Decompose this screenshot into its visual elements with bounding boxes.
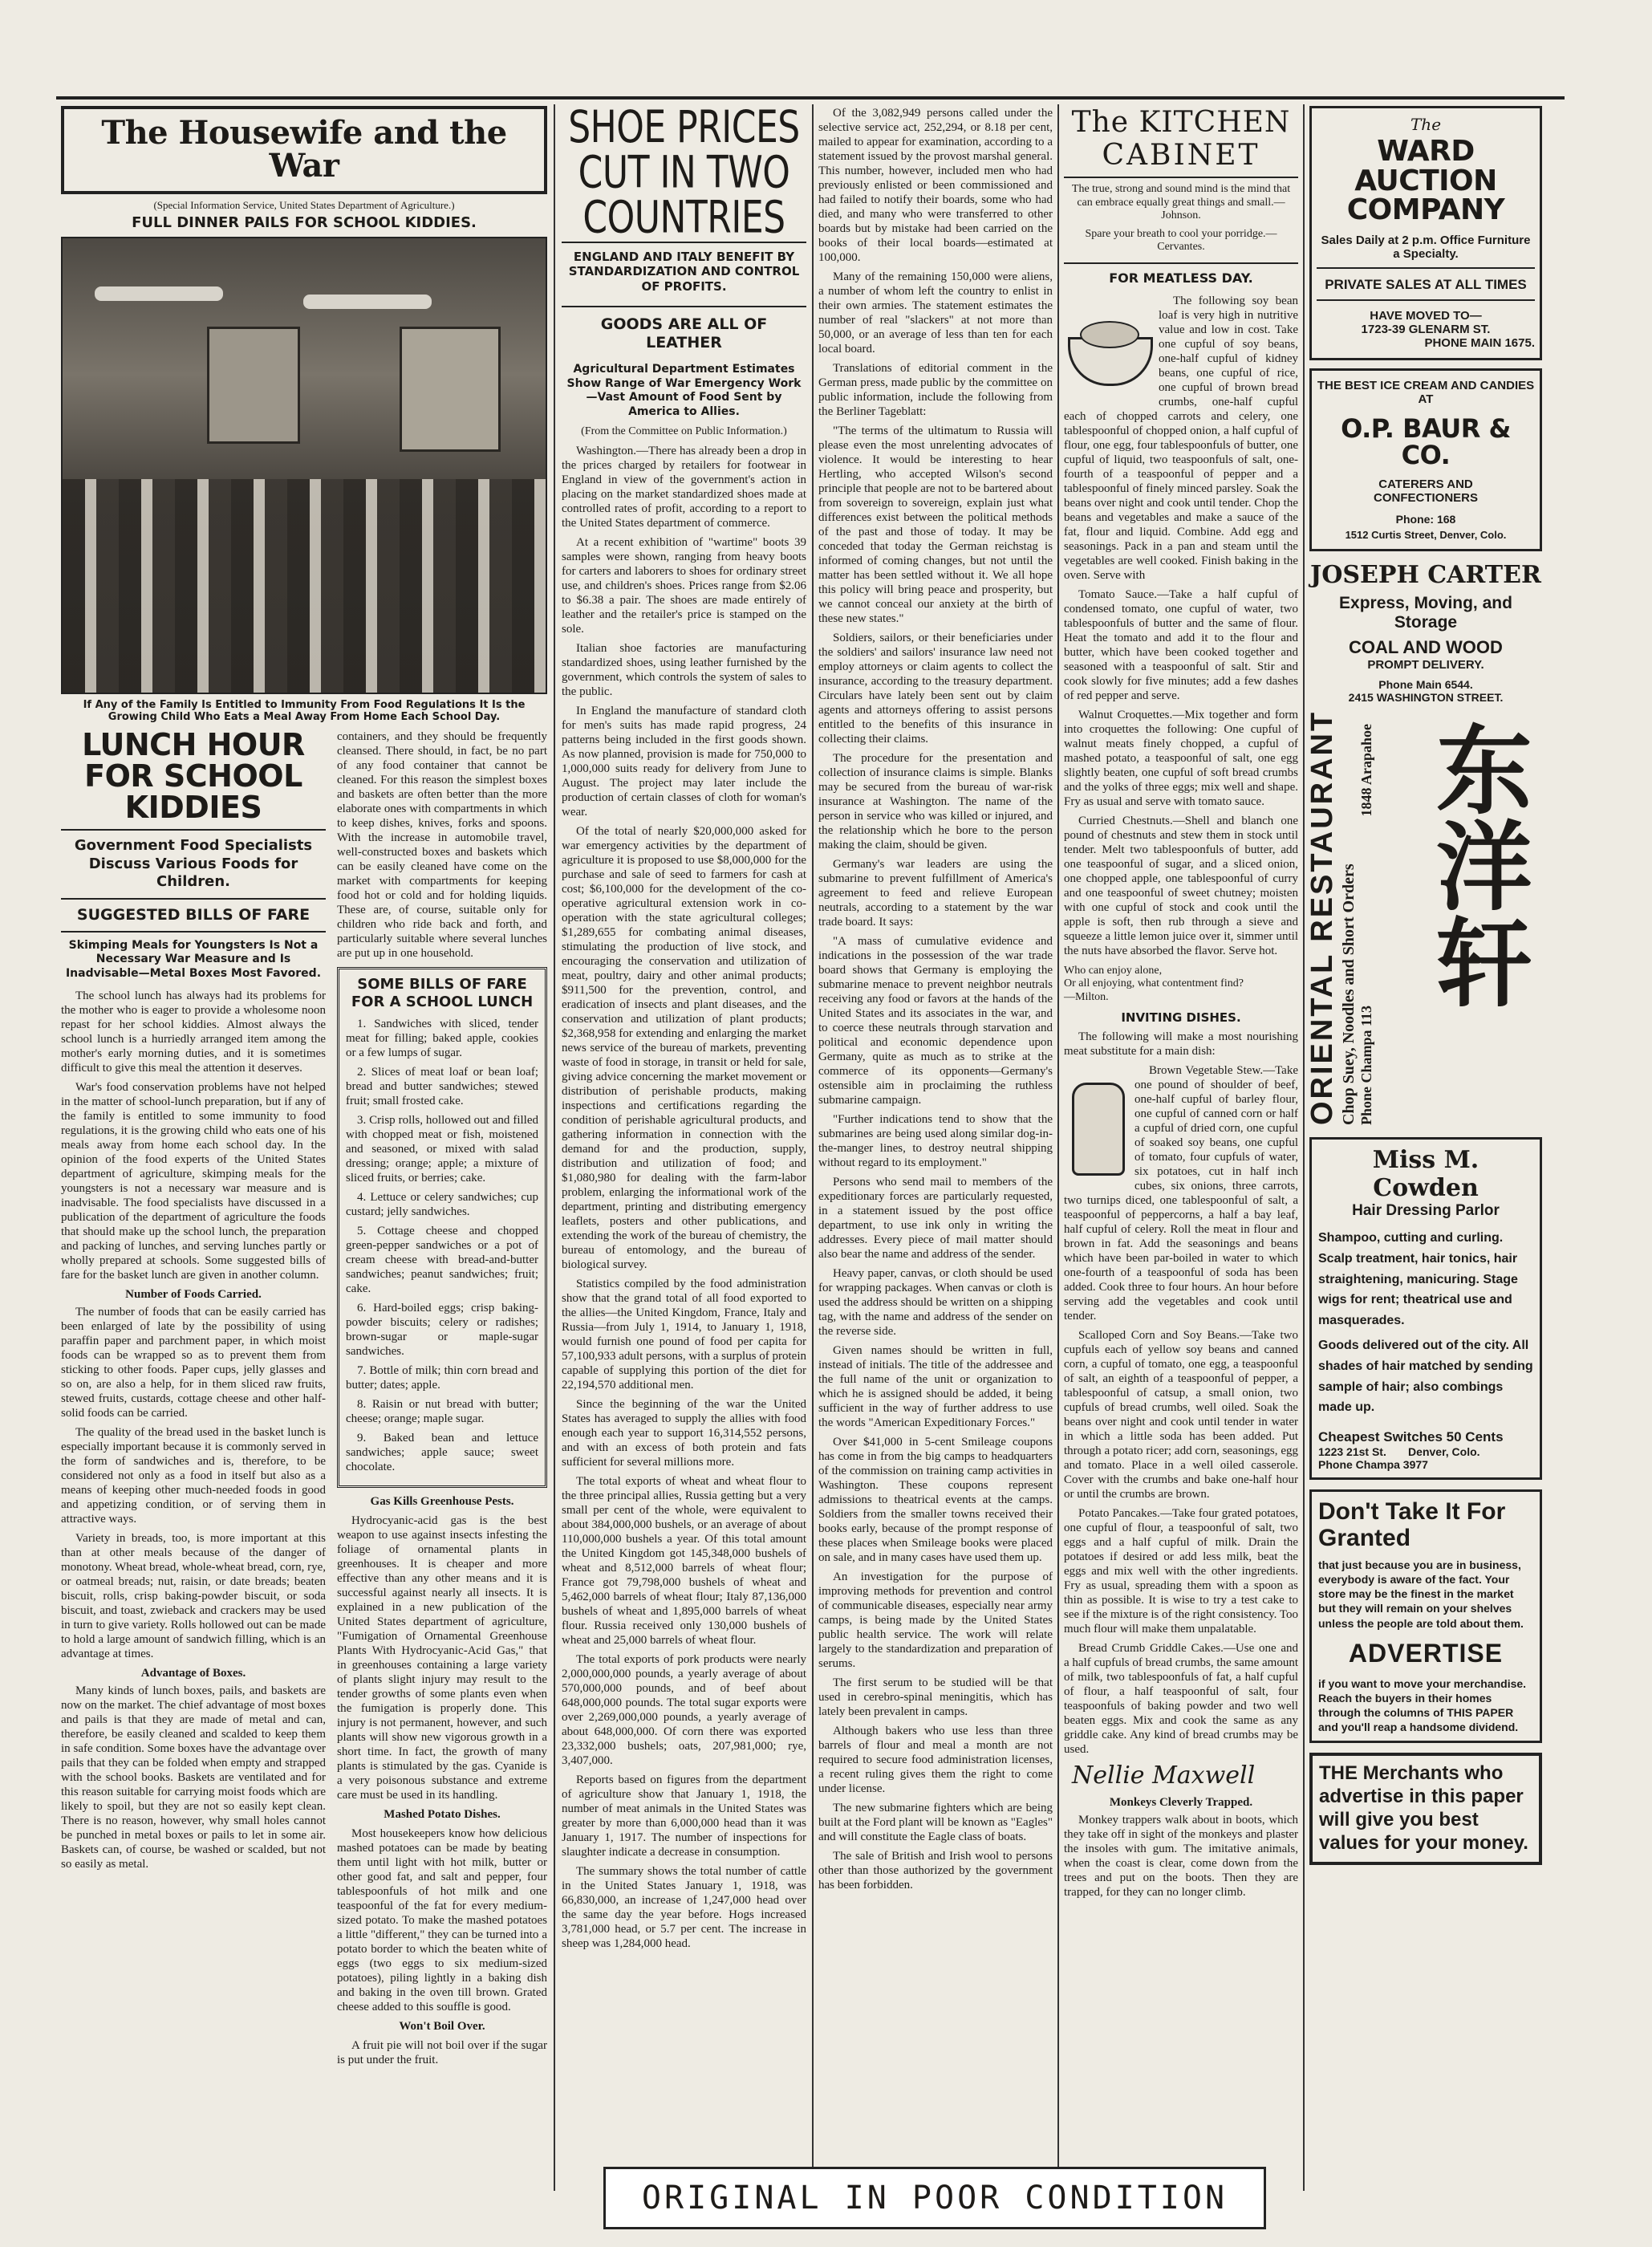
bills-head: SUGGESTED BILLS OF FARE <box>61 906 326 933</box>
paragraph: Heavy paper, canvas, or cloth should be used for wrapping packages. When canvas or cloth is used the address should be written on a shipping tag, with the name and address of the sender on the reverse side. <box>818 1267 1053 1338</box>
carter-line1: Express, Moving, and Storage <box>1339 594 1512 632</box>
paragraph: The new submarine fighters which are being built at the Ford plant will be known as "Eagles" and will constitute the Eagle class of boats. <box>818 1802 1053 1843</box>
ward-the: The <box>1410 115 1442 134</box>
oriental-phone: Phone Champa 113 <box>1358 1006 1374 1126</box>
carter-name: JOSEPH CARTER <box>1310 561 1541 590</box>
source-line: (From the Committee on Public Information.) <box>581 425 787 438</box>
bill-item: 7. Bottle of milk; thin corn bread and butter; dates; apple. <box>346 1364 538 1392</box>
children-at-tables <box>63 479 546 693</box>
ward-auction-ad <box>1309 106 1542 360</box>
kitchen-quote-2: Spare your breath to cool your porridge.—Cervantes. <box>1085 227 1277 254</box>
cowden-phone: Phone Champa 3977 <box>1318 1457 1428 1471</box>
photo-caption: If Any of the Family Is Entitled to Immunity From Food Regulations It Is the Growing Child Who Eats a Meal Away From Home Each School Day. <box>83 698 526 723</box>
kitchen-quote: The true, strong and sound mind is the mind that can embrace equally great things and small.—Johnson. <box>1071 183 1291 222</box>
paragraph: The following will make a most nourishing meat substitute for a main dish: <box>1064 1030 1298 1058</box>
kitchen-body <box>1064 294 1298 1900</box>
section-head: Number of Foods Carried. <box>125 1288 262 1302</box>
paragraph: Of the 3,082,949 persons called under the selective service act, 252,294, or 8.18 per cent, mailed to appear for examination, according to a statement issued by the provost marshal general. This number, however, included men who had previously enlisted or been commissioned and had failed to notify their boards, some who had died, and many who were transferred to other boards but by mistake had been carried on the books of their local boards—estimated at 100,000. <box>818 107 1053 264</box>
bill-item: 4. Lettuce or celery sandwiches; cup custard; jelly sandwiches. <box>346 1191 538 1219</box>
granted-ad <box>1309 1489 1542 1744</box>
shoe-deck-2: GOODS ARE ALL OF LEATHER <box>562 306 806 352</box>
paragraph: "The terms of the ultimatum to Russia will please even the most unrelenting advocates of violence. It would be interesting to hear Hertling, who accepted Wilson's second principle that people are not to be bartered about from sovereign to sovereign, explain just what differences exist between the political methods of the past and those of today. It may be conceded that today the German reichstag is informed of coming changes, but not until the matter has been settled without it. We all hope this policy will bring peace and prosperity, but we cannot conceal our anxiety at the birth of these new states." <box>818 425 1053 625</box>
paragraph: Bread Crumb Griddle Cakes.—Use one and a half cupfuls of bread crumbs, the same amount of milk, two tablespoonfuls of fat, a half cupful of flour, a half teaspoonful of salt, four teaspoonfuls of baking powder and two well beaten eggs. Mix and cook the same as any griddle cake. Any kind of bread crumbs may be used. <box>1064 1642 1298 1757</box>
carter-coal: COAL AND WOOD <box>1349 637 1503 658</box>
housewife-title-box <box>61 106 547 194</box>
paragraph: Monkey trappers walk about in boots, which they take off in sight of the monkeys and plaster the insoles with gum. The imitative animals, when the coast is clear, come down from the trees and put on the boots. Then they are trapped, for they can no longer climb. <box>1064 1814 1298 1900</box>
paragraph: Brown Vegetable Stew.—Take one pound of shoulder of beef, one-half cupful of barley flour, one cupful of canned corn or half a cupful of dried corn, one cupful of soaked soy beans, one cupful of tomato, four cupfuls of water, six potatoes, cut in half inch cubes, six onions, three carrots, two turnips diced, one tablespoonful of salt, a teaspoonful of peppercorns, a half a bay leaf, half cupful of celery. Roll the meat in flour and brown in fat. Add the seasonings and beans which have been par-boiled in water to which one-fourth of a teaspoonful of soda has been added. Cook three to four hours. An hour before serving add the vegetables and cook until tender. <box>1064 1064 1298 1323</box>
paragraph: The total exports of wheat and wheat flour to the three principal allies, Russia getting but a very small per cent of the whole, were equivalent to about 384,000,000 bushels, or an average of about 110,000,000 bushels a year. Of this total amount the United Kingdom got 145,348,000 bushels of wheat and 8,512,000 barrels of wheat flour; France got 79,798,000 bushels of wheat and 5,462,000 barrels of wheat flour; Italy 87,136,000 bushels of wheat and 1,895,000 barrels of wheat flour. Russia received only 130,000 bushels of wheat and 25,000 barrels of wheat flour. <box>562 1474 806 1647</box>
paragraph: Germany's war leaders are using the submarine to prevent fulfillment of America's agreement to feed and relieve European neutrals, according to a statement by the war trade board. It says: <box>818 858 1053 928</box>
ceiling-lamp <box>303 295 432 309</box>
shoe-title: SHOE PRICES CUT IN TWO COUNTRIES <box>568 102 800 243</box>
paragraph: The total exports of pork products were nearly 2,000,000,000 pounds, a yearly average of about 570,000,000 pounds, and of beef about 648,000,000 pounds. The total sugar exports were over 2,269,000,000 pounds, a yearly average of about 648,000,000. Of corn there was exported 23,332,000 bushels; oats, 207,981,000; rye, 3,407,000. <box>562 1652 806 1767</box>
ceiling-lamp <box>95 286 223 301</box>
kitchen-masthead <box>1064 106 1298 178</box>
carter-ad <box>1309 561 1542 704</box>
paragraph: Over $41,000 in 5-cent Smileage coupons has come in from the big camps to headquarters of the commission on training camp activities in Washington. These coupons represent admissions to theatrical events at the camps. Soldiers from the smaller towns received their books early, because of the prompt response of these places when Smileage books were placed on sale, and in many cases have used them up. <box>818 1436 1053 1564</box>
ward-name: WARD AUCTION COMPANY <box>1346 135 1505 227</box>
cowden-ad <box>1309 1137 1542 1479</box>
cowden-body-2: Goods delivered out of the city. All shades of hair matched by sending sample of hair; also combings made up. <box>1318 1339 1533 1415</box>
bill-item: 2. Slices of meat loaf or bean loaf; bread and butter sandwiches; stewed fruit; small frosted cake. <box>346 1066 538 1108</box>
oriental-text-block <box>1305 710 1378 1126</box>
merchants-ad <box>1309 1753 1542 1864</box>
paragraph: An investigation for the purpose of improving methods for prevention and control of communicable diseases, especially near army camps, is being made by the United States public health service. The work will relate largely to the standardization and preparation of serums. <box>818 1570 1053 1670</box>
cowden-name: Miss M. Cowden <box>1372 1146 1479 1203</box>
baur-top: THE BEST ICE CREAM AND CANDIES AT <box>1317 379 1535 407</box>
merchants-text: THE Merchants who advertise in this paper will give you best values for your money. <box>1319 1762 1528 1854</box>
cowden-addr: 1223 21st St. Denver, Colo. <box>1318 1444 1480 1458</box>
column-2-body <box>337 729 547 2072</box>
paragraph: Many of the remaining 150,000 were aliens, a number of whom left the country to enlist in their own armies. The statement estimates the number of real "slackers" at not more than 50,000, or an average of less than ten for each local board. <box>818 270 1053 356</box>
shoe-deck-1: ENGLAND AND ITALY BENEFIT BY STANDARDIZATION AND CONTROL OF PROFITS. <box>562 242 806 295</box>
carter-prompt: PROMPT DELIVERY. <box>1367 658 1484 672</box>
kitchen-title-2: CABINET <box>1102 139 1260 172</box>
window <box>400 327 501 452</box>
paragraph: Statistics compiled by the food administration show that the grand total of all food exported to the allies—the United Kingdom, France, Italy and Russia—from July 1, 1914, to January 1, 1918, would furnish one pound of food per capita for 57,100,933 adult persons, with a surplus of protein capable of supplying this portion of the diet for 22,194,570 additional men. <box>562 1277 806 1392</box>
column-rule <box>1057 104 1059 2191</box>
egg-pile-icon <box>1080 321 1139 348</box>
paragraph: The quality of the bread used in the basket lunch is especially important because it is commonly served in the form of sandwiches and is, therefore, to be considered not only as a food in itself but also as a means of keeping other much-needed foods in good and appetizing condition, or of serving them in attractive ways. <box>61 1426 326 1526</box>
meatless-head: FOR MEATLESS DAY. <box>1064 262 1298 286</box>
bill-item: 1. Sandwiches with sliced, tender meat for filling; baked apple, cookies or a few lumps of sugar. <box>346 1018 538 1060</box>
photo-head: FULL DINNER PAILS FOR SCHOOL KIDDIES. <box>132 213 477 231</box>
paragraph: Soldiers, sailors, or their beneficiaries under the soldiers' and sailors' insurance law need not employ attorneys or claim agents to collect the insurance, according to the treasury department. Circulars have lately been sent out by claim agents and attorneys offering to assist persons entitled to the benefits of this insurance in collecting their claims. <box>818 632 1053 746</box>
paragraph: Since the beginning of the war the United States has averaged to supply the allies with food enough each year to support 16,314,552 persons, and with an excess of both protein and fats sufficient for several millions more. <box>562 1397 806 1469</box>
lunch-deck: Government Food Specialists Discuss Various Foods for Children. <box>61 837 326 900</box>
paragraph: Although bakers who use less than three barrels of flour and meal a month are not required to secure food administration licenses, a recent ruling gives them the right to come under license. <box>818 1725 1053 1795</box>
baur-addr: 1512 Curtis Street, Denver, Colo. <box>1345 529 1507 542</box>
paragraph: War's food conservation problems have not helped in the matter of school-lunch preparation, but if any of the family is entitled to some immunity to food regulations, it is the growing child who eats one of his meals away from home each school day. In the opinion of the food experts of the United States department of agriculture, skimping meals for the youngsters is not a necessary war measure and is inadvisable. The food specialists have discussed in a publication of the department of agriculture the foods that should make up the school lunch, the preparation and packing of lunches, and serving lunches partly or wholly prepared at schools. Some suggested bills of fare for the basket lunch are given in another column. <box>61 1081 326 1282</box>
advertise-body: if you want to move your merchandise. Reach the buyers in their homes through the columns of THIS PAPER and you'll reap a handsome dividend. <box>1318 1676 1527 1734</box>
housewife-title: The Housewife and the War <box>101 114 507 185</box>
paragraph: containers, and they should be frequently cleansed. There should, in fact, be no part of any food container that cannot be cleaned. For this reason the simplest boxes and baskets are often better than the more elaborate ones with compartments in which to keep dishes, knives, forks and spoons. With the increase in automobile travel, well-constructed boxes and baskets which can be easily cleaned have come on the market with compartments for keeping food hot or cold and for holding liquids. These are, of course, suitable only for children who ride back and forth, and particularly suitable where several lunches are put up in one household. <box>337 730 547 961</box>
paragraph: The school lunch has always had its problems for the mother who is eager to provide a wholesome noon repast for her school kiddies. Almost always the school lunch is a hurriedly arranged item among the mother's early morning duties, and it is sometimes difficult to give this meal the attention it deserves. <box>61 989 326 1075</box>
paragraph: Hydrocyanic-acid gas is the best weapon to use against insects infesting the foliage of ornamental plants in greenhouses. It is cheaper and more effective than any other means and it is successful against nearly all insects. It is explained in a new publication of the United States department of agriculture, "Fumigation of Ornamental Greenhouse Plants With Hydrocyanic-Acid Gas," that in greenhouses containing a large variety of plants slight injury may result to the tender growths of some plants even when the fumigation is properly done. This injury is not permanent, however, and such plants will show new vigorous growth in a short time. In fact, the growth of many plants is stimulated by the gas. Cyanide is a very poisonous substance and extreme care must be used in its handling. <box>337 1514 547 1802</box>
paragraph: "Further indications tend to show that the submarines are being used along similar dog-in-the-manger lines, to destroy neutral shipping without regard to its employment." <box>818 1113 1053 1169</box>
shoe-deck-3: Agricultural Department Estimates Show Range of War Emergency Work—Vast Amount of Food Sent by America to Allies. <box>566 363 802 418</box>
carter-addr: 2415 WASHINGTON STREET. <box>1348 691 1504 705</box>
ward-phone: PHONE MAIN 1675. <box>1424 336 1535 351</box>
column-1 <box>61 106 547 2160</box>
paragraph: The procedure for the presentation and collection of insurance claims is simple. Blanks may be secured from the bureau of war-risk insurance at Washington. The name of the person in service who was killed or injured, and the relationship which he bore to the person making the claim, should be given. <box>818 752 1053 851</box>
bills-box-title: SOME BILLS OF FARE FOR A SCHOOL LUNCH <box>351 976 534 1010</box>
condition-notice: ORIGINAL IN POOR CONDITION <box>603 2167 1266 2229</box>
paragraph: Curried Chestnuts.—Shell and blanch one pound of chestnuts and stew them in stock until tender. Melt two tablespoonfuls of butter, add one teaspoonful of sugar, and a sliced onion, one chopped apple, one tablespoonful of curry and one teaspoonful of sweet chutney; moisten with one cupful of stock and cook until the apple is soft, then rub through a sieve and squeeze a little lemon juice over it, simmer until the nuts have absorbed the flavor. Serve hot. <box>1064 814 1298 957</box>
paragraph: Of the total of nearly $20,000,000 asked for war emergency activities by the department of agriculture it is proposed to use $8,000,000 for the purchase and sale of seed to farmers for cash at cost; $6,100,000 for the development of the co-operative agricultural extension work in co-operation with the state agricultural colleges; $1,289,655 for combating animal diseases, stimulating the production of live stock, and encouraging the conservation and utilization of meat, poultry, dairy and other animal products; $911,500 for the prevention, control, and eradication of insects and plant diseases, and the conservation and utilization of plant products; $2,368,958 for extending and enlarging the market news service of the bureau of markets, preventing waste of food in storage, in transit or held for sale, giving advice concerning the market movement or distribution of perishable products, making inspections and certifications regarding the condition of perishable agricultural products, and gathering information in connection with the demand for and the production, supply, distribution and utilization of food; and $1,080,980 for dealing with the farm-labor problem, enlarging the informational work of the department, printing and distributing emergency leaflets, posters and other publications, and extending the work of the bureau of chemistry, the bureau of entomology, and the bureau of biological survey. <box>562 824 806 1271</box>
column-5 <box>1064 106 1298 2160</box>
paragraph: The number of foods that can be easily carried has been enlarged of late by the possibility of using paraffin paper and parchment paper, in which moist foods can be wrapped so as to prevent them from sticking to other foods. Paper cups, jelly glasses and so on, are also a help, for in them sliced raw fruits, stewed fruits, custards, cottage cheese and other half-solid foods can be carried. <box>61 1306 326 1420</box>
baur-ad <box>1309 368 1542 551</box>
coffee-pot-icon <box>1072 1083 1125 1176</box>
bill-item: 5. Cottage cheese and chopped green-pepper sandwiches or a pot of cream cheese with bread-and-butter sandwiches; peanut sandwiches; fruit; cake. <box>346 1225 538 1296</box>
advertise-word: ADVERTISE <box>1348 1638 1504 1668</box>
window <box>207 327 300 444</box>
carter-phone: Phone Main 6544. <box>1378 678 1473 692</box>
section-head: Won't Boil Over. <box>399 2020 485 2034</box>
paragraph: Many kinds of lunch boxes, pails, and baskets are now on the market. The chief advantage of most boxes and pails is that they are made of metal and can, therefore, be easily cleaned and scalded to keep them in safe condition. Some boxes have the advantage over pails that they can be folded when empty and strapped with the school books. Baskets are ventilated and for this reason suitable for carrying moist foods which are likely to spoil, but they are not so easily kept clean. There is no reason, however, why small holes cannot be punched in metal boxes or pails to let in some air. Baskets can, of course, be washed or scalded, but not so easily as metal. <box>61 1684 326 1871</box>
paragraph: The first serum to be studied will be that used in cerebro-spinal meningitis, which has lately been prevalent in camps. <box>818 1676 1053 1718</box>
paragraph: In England the manufacture of standard cloth for men's suits has made rapid progress, 24 patterns being included in the first goods shown. As now planned, provision is made for 750,000 to 1,000,000 suits ready for delivery from June to August. The project may later include the production of certain classes of cloth for woman's wear. <box>562 704 806 819</box>
coffee-pot-illustration <box>1064 1067 1128 1187</box>
column-6 <box>1305 106 1542 2160</box>
inviting-head: INVITING DISHES. <box>1121 1010 1241 1026</box>
column-3 <box>562 102 806 2160</box>
section-head: Advantage of Boxes. <box>140 1667 246 1680</box>
lunch-body <box>61 989 326 1871</box>
kitchen-title-1: The KITCHEN <box>1071 106 1291 139</box>
ward-daily: Sales Daily at 2 p.m. Office Furniture a Specialty. <box>1317 234 1535 269</box>
verse: Who can enjoy alone, Or all enjoying, what contentment find? —Milton. <box>1064 964 1244 1003</box>
bill-item: 9. Baked bean and lettuce sandwiches; apple sauce; sweet chocolate. <box>346 1432 538 1474</box>
baur-phone: Phone: 168 <box>1395 513 1456 526</box>
signature: Nellie Maxwell <box>1072 1761 1256 1790</box>
ward-moved: HAVE MOVED TO— <box>1370 309 1482 323</box>
byline: (Special Information Service, United States Department of Agriculture.) <box>153 198 455 211</box>
bill-item: 3. Crisp rolls, hollowed out and filled with chopped meat or fish, moistened and seasoned, or mixed with salad dressing; orange; apple; a mixture of sliced fruits, or berries; cake. <box>346 1114 538 1185</box>
paragraph: At a recent exhibition of "wartime" boots 39 samples were shown, ranging from heavy boots for carters and laborers to shoes for ordinary street use, and children's shoes. Prices range from $2.06 to $6.38 a pair. The shoes are made entirely of leather and the retailer's price is stamped on the sole. <box>562 535 806 636</box>
ward-private: PRIVATE SALES AT ALL TIMES <box>1317 277 1535 301</box>
lunch-title: LUNCH HOUR FOR SCHOOL KIDDIES <box>61 729 326 831</box>
oriental-ad <box>1305 710 1542 1129</box>
paragraph: The following soy bean loaf is very high in nutritive value and low in cost. Take one cupful of soy beans, one-half cupful of kidney beans, one cupful of rice, one cupful of brown bread crumbs, one-half cupful each of chopped carrots and celery, one tablespoonful of chopped onion, a half cupful of flour, one egg, four tablespoonfuls of butter, one cupful of liquid, two teaspoonfuls of salt, one-fourth of a teaspoonful of pepper and a tablespoonful of finely minced parsley. Soak the beans over night and cook until tender. Chop the beans and vegetables and make a sauce of the fat, flour and liquid. Combine. Add egg and seasonings. Pack in a pan and steam until the vegetables are well cooked. Finish baking in the oven. Serve with <box>1064 294 1298 582</box>
bills-of-fare-box <box>337 967 547 1488</box>
paragraph: The sale of British and Irish wool to persons other than those authorized by the government has been forbidden. <box>818 1850 1053 1891</box>
oriental-addr: 1848 Arapahoe <box>1358 724 1374 817</box>
paragraph: Washington.—There has already been a drop in the prices charged by retailers for footwear in England in view of the government's action in placing on the market standardized shoes made at controlled rates of profit, according to a report to the United States department of commerce. <box>562 444 806 530</box>
skimping-deck: Skimping Meals for Youngsters Is Not a Necessary War Measure and Is Inadvisable—Metal Boxes Most Favored. <box>65 938 322 980</box>
paragraph: Scalloped Corn and Soy Beans.—Take two cupfuls each of yellow soy beans and canned corn, a cupful of tomato, one egg, a teaspoonful of salt, an eighth of a teaspoonful of pepper, a tablespoonful of catsup, a small onion, two cupfuls of bread crumbs, well oiled. Soak the beans over night and cook until tender in water in which a little soda has been added. Put through a potato ricer; add corn, seasonings, egg and tomato. Place in a well oiled casserole. Cover with the crumbs and bake one-half hour or until the crumbs are brown. <box>1064 1329 1298 1501</box>
paragraph: A fruit pie will not boil over if the sugar is put under the fruit. <box>337 2039 547 2067</box>
paragraph: Variety in breads, too, is more important at this than at other meals because of the danger of monotony. Wheat bread, whole-wheat bread, corn, rye, or oatmeal breads; nut, raisin, or date breads; beaten biscuit, rolls, crisp baking-powder biscuit, or soda biscuit, and toast, zwieback and crackers may be used in turn to give variety. Rolls hollowed out can be made to hold a large amount of sandwich filling, which is an advantage at times. <box>61 1532 326 1661</box>
cowden-sub: Hair Dressing Parlor <box>1352 1202 1500 1220</box>
bill-item: 8. Raisin or nut bread with butter; cheese; orange; maple sugar. <box>346 1398 538 1426</box>
classroom-photo <box>61 237 547 694</box>
oriental-name: ORIENTAL RESTAURANT <box>1305 710 1339 1126</box>
paragraph: Potato Pancakes.—Take four grated potatoes, one cupful of flour, a teaspoonful of salt, two eggs and a half cupful of milk. Drain the potatoes if desired or add less milk, beat the eggs and mix well with the other ingredients. Fry as usual, spreading them with a spoon as thin as possible. It is wise to try a test cake to see if the mixture is of the right consistency. Too much flour will make them unpalatable. <box>1064 1507 1298 1636</box>
paragraph: The summary shows the total number of cattle in the United States January 1, 1918, was 66,830,000, an increase of 1,247,000 head over the same day the year before. Hogs increased 3,781,000 head, or 5.7 per cent. The increase in sheep was 1,284,000 head. <box>562 1864 806 1950</box>
section-head: Mashed Potato Dishes. <box>384 1808 501 1822</box>
column-rule <box>554 104 555 2191</box>
cowden-switch: Cheapest Switches 50 Cents <box>1318 1428 1504 1444</box>
oriental-line: Chop Suey, Noodles and Short Orders <box>1340 863 1358 1126</box>
baur-cater: CATERERS AND CONFECTIONERS <box>1373 477 1478 506</box>
granted-body: that just because you are in business, everybody is aware of the fact. Your store may be the finest in the market but they will remain on your shelves unless the people are told about them. <box>1318 1558 1524 1630</box>
cowden-body: Shampoo, cutting and curling. Scalp treatment, hair tonics, hair straightening, manicuring. Stage wigs for rent; theatrical use and masquerades. <box>1318 1231 1518 1327</box>
paragraph: Reports based on figures from the department of agriculture show that January 1, 1918, the number of meat animals in the United States was greater by more than 6,000,000 head than it was January 1, 1917. The number of inspections for slaughter indicate a decrease in consumption. <box>562 1773 806 1859</box>
column-rule <box>812 104 814 2191</box>
paragraph: Walnut Croquettes.—Mix together and form into croquettes the following: One cupful of walnut meats finely chopped, a cupful of mashed potato, a teaspoonful of salt, one egg slightly beaten, one cupful of soft bread crumbs and the yolks of three eggs; mix well and shape. Fry as usual and serve with tomato sauce. <box>1064 708 1298 808</box>
column-rule <box>1303 104 1305 2191</box>
bill-item: 6. Hard-boiled eggs; crisp baking-powder biscuits; celery or radishes; brown-sugar or maple-sugar sandwiches. <box>346 1302 538 1359</box>
paragraph: Translations of editorial comment in the German press, made public by the committee on public information, include the following from the Berliner Tageblatt: <box>818 362 1053 418</box>
section-head: Gas Kills Greenhouse Pests. <box>370 1495 514 1509</box>
top-rule <box>56 96 1565 100</box>
paragraph: Italian shoe factories are manufacturing standardized shoes, using leather furnished by the government, which controls the system of sales to the public. <box>562 641 806 698</box>
ward-address: 1723-39 GLENARM ST. <box>1361 323 1491 337</box>
chinese-characters: 东洋轩 <box>1420 720 1532 1010</box>
bowl-illustration <box>1064 297 1152 393</box>
column-4 <box>818 106 1053 2160</box>
granted-head: Don't Take It For Granted <box>1318 1497 1506 1551</box>
paragraph: Given names should be written in full, instead of initials. The title of the addressee and the full name of the unit or organization to which he is assigned should be added, it being sufficient in the way of further address to use the words "American Expeditionary Forces." <box>818 1344 1053 1429</box>
paragraph: Tomato Sauce.—Take a half cupful of condensed tomato, one cupful of water, two tablespoonfuls of butter and the same of flour. Heat the tomato and add it to the flour and butter, which have been cooked together and seasoned with a teaspoonful of salt. Stir and cook slowly for five minutes; add a few dashes of red pepper and serve. <box>1064 587 1298 702</box>
baur-name: O.P. BAUR & CO. <box>1341 413 1511 470</box>
section-head: Monkeys Cleverly Trapped. <box>1109 1796 1253 1810</box>
shoe-body <box>562 444 806 1951</box>
paragraph: "A mass of cumulative evidence and indications in the possession of the war trade board shows that Germany is employing the submarine menace to prevent neighbor neutrals receiving any food or favors at the hands of the United States and its associates in the war, and to coerce these neutrals through starvation and political and economic dependence upon Germany, quite as much as to strike at the commerce of its opponents—Germany's ostensible aim in proclaiming the ruthless submarine campaign. <box>818 935 1053 1107</box>
paragraph: Persons who send mail to members of the expeditionary forces are particularly requested, in a statement issued by the post office department, to use ink only in writing the addresses. Every piece of mail matter should also bear the name and address of the sender. <box>818 1176 1053 1261</box>
paragraph: Most housekeepers know how delicious mashed potatoes can be made by beating them until light with hot milk, butter or other good fat, and salt and pepper, four tablespoonfuls of hot milk and one teaspoonful of the fat for every medium-sized potato. To make the mashed potatoes a little "different," they can be turned into a potato border to which the beaten white of eggs (two eggs to six medium-sized potatoes), piling lightly in a baking dish and baking in the oven till brown. Grated cheese added to this souffle is good. <box>337 1827 547 2014</box>
